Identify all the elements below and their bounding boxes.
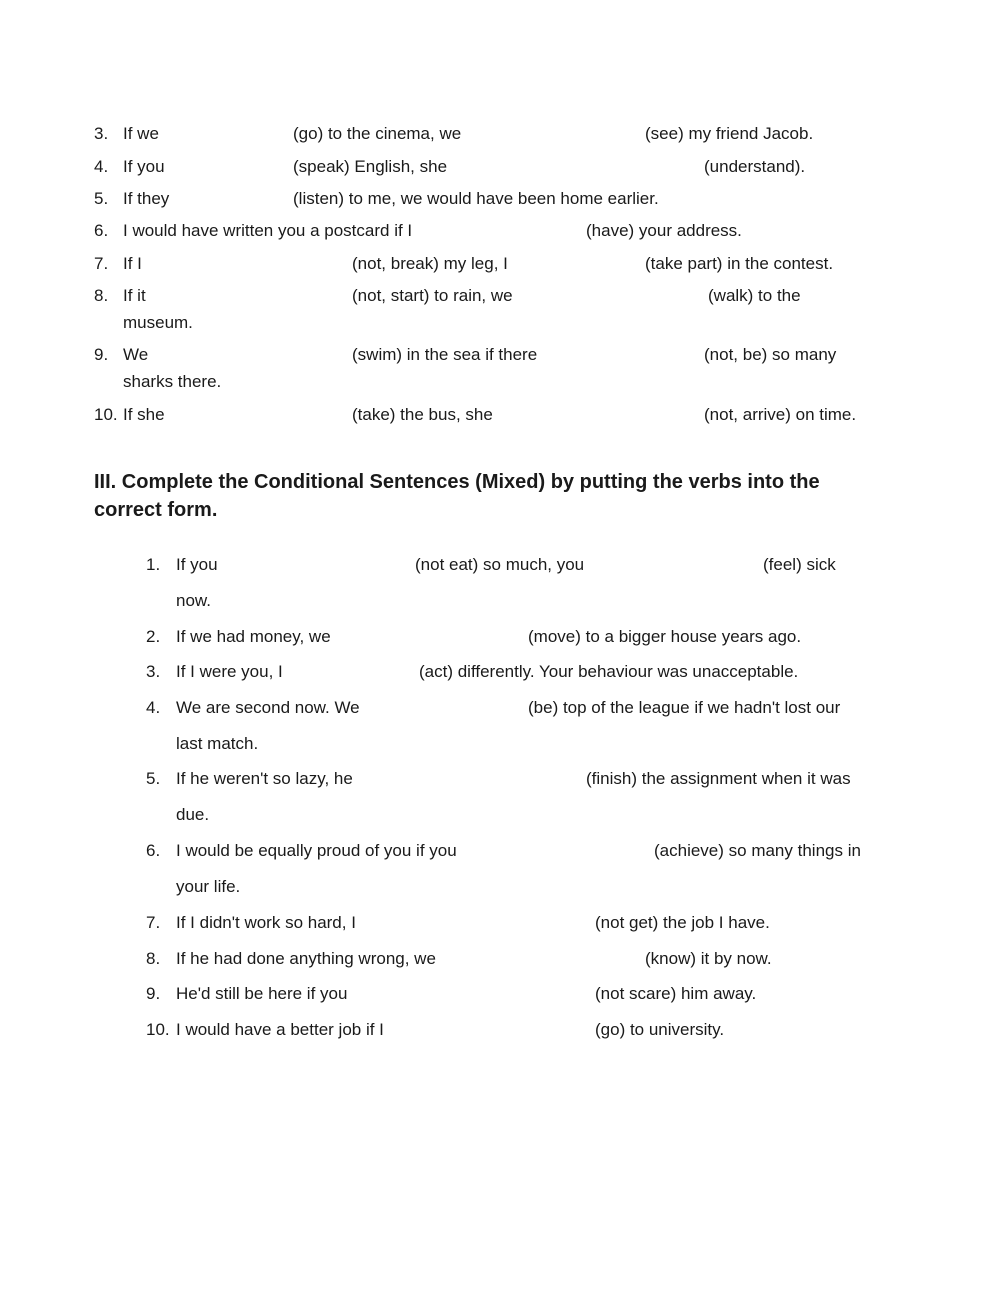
sentence-start: If he had done anything wrong, we bbox=[176, 949, 436, 968]
answer-blank[interactable] bbox=[505, 406, 695, 426]
verb-cue: (walk) to the bbox=[708, 286, 801, 305]
verb-cue: (move) to a bigger house years ago. bbox=[528, 627, 802, 646]
answer-blank[interactable] bbox=[170, 125, 285, 145]
verb-cue: (listen) to me, we would have been home earlier. bbox=[293, 189, 659, 208]
answer-blank[interactable] bbox=[150, 255, 345, 275]
item-number: 4. bbox=[146, 698, 161, 717]
item-number: 5. bbox=[146, 769, 161, 788]
verb-cue: (achieve) so many things in bbox=[654, 841, 861, 860]
verb-cue: (take) the bus, she bbox=[352, 405, 493, 424]
verb-cue: (have) your address. bbox=[586, 221, 742, 240]
item-number: 10. bbox=[94, 405, 118, 424]
sentence-start: If we had money, we bbox=[176, 627, 331, 646]
verb-cue: (feel) sick bbox=[763, 555, 836, 574]
verb-cue: (not get) the job I have. bbox=[595, 913, 770, 932]
item-number: 8. bbox=[146, 949, 161, 968]
item-number: 3. bbox=[146, 662, 161, 681]
sentence-start: I would be equally proud of you if you bbox=[176, 841, 457, 860]
sentence-start: We bbox=[123, 345, 149, 364]
answer-blank[interactable] bbox=[175, 406, 345, 426]
sentence-start: If she bbox=[123, 405, 165, 424]
verb-cue: (be) top of the league if we hadn't lost our bbox=[528, 698, 841, 717]
section-heading-line: III. Complete the Conditional Sentences (Mixed) by putting the verbs into the bbox=[94, 471, 820, 493]
verb-cue: (not, start) to rain, we bbox=[352, 286, 513, 305]
answer-blank[interactable] bbox=[228, 556, 408, 576]
verb-cue: (understand). bbox=[704, 157, 806, 176]
item-number: 7. bbox=[94, 254, 109, 273]
answer-blank[interactable] bbox=[460, 950, 638, 970]
verb-cue: (know) it by now. bbox=[645, 949, 772, 968]
item-number: 5. bbox=[94, 189, 109, 208]
sentence-continuation: due. bbox=[176, 805, 210, 824]
sentence-start: He'd still be here if you bbox=[176, 984, 348, 1003]
answer-blank[interactable] bbox=[440, 222, 580, 242]
verb-cue: (finish) the assignment when it was bbox=[586, 769, 851, 788]
answer-blank[interactable] bbox=[525, 255, 640, 275]
item-number: 7. bbox=[146, 913, 161, 932]
sentence-start: If he weren't so lazy, he bbox=[176, 769, 353, 788]
item-number: 6. bbox=[146, 841, 161, 860]
verb-cue: (see) my friend Jacob. bbox=[645, 124, 814, 143]
sentence-start: If I bbox=[123, 254, 142, 273]
answer-blank[interactable] bbox=[405, 1021, 587, 1041]
answer-blank[interactable] bbox=[378, 699, 520, 719]
item-number: 4. bbox=[94, 157, 109, 176]
sentence-start: If you bbox=[176, 555, 218, 574]
verb-cue: (act) differently. Your behaviour was unacceptable. bbox=[419, 662, 799, 681]
answer-blank[interactable] bbox=[180, 190, 285, 210]
sentence-start: If they bbox=[123, 189, 170, 208]
sentence-start: If you bbox=[123, 157, 165, 176]
verb-cue: (not scare) him away. bbox=[595, 984, 757, 1003]
verb-cue: (not, be) so many bbox=[704, 345, 837, 364]
answer-blank[interactable] bbox=[365, 985, 587, 1005]
answer-blank[interactable] bbox=[600, 556, 755, 576]
sentence-start: If it bbox=[123, 286, 146, 305]
sentence-start: We are second now. We bbox=[176, 698, 360, 717]
item-number: 10. bbox=[146, 1020, 170, 1039]
sentence-start: If I didn't work so hard, I bbox=[176, 913, 356, 932]
answer-blank[interactable] bbox=[175, 158, 285, 178]
answer-blank[interactable] bbox=[160, 346, 345, 366]
item-number: 8. bbox=[94, 286, 109, 305]
item-number: 3. bbox=[94, 124, 109, 143]
answer-blank[interactable] bbox=[298, 663, 413, 683]
verb-cue: (go) to the cinema, we bbox=[293, 124, 462, 143]
answer-blank[interactable] bbox=[485, 842, 645, 862]
sentence-start: If we bbox=[123, 124, 159, 143]
verb-cue: (go) to university. bbox=[595, 1020, 725, 1039]
answer-blank[interactable] bbox=[385, 914, 585, 934]
answer-blank[interactable] bbox=[155, 287, 345, 307]
sentence-start: If I were you, I bbox=[176, 662, 283, 681]
verb-cue: (swim) in the sea if there bbox=[352, 345, 538, 364]
sentence-continuation: now. bbox=[176, 591, 211, 610]
section-heading-line: correct form. bbox=[94, 499, 218, 521]
item-number: 9. bbox=[94, 345, 109, 364]
answer-blank[interactable] bbox=[555, 346, 695, 366]
answer-blank[interactable] bbox=[480, 125, 640, 145]
item-number: 2. bbox=[146, 627, 161, 646]
verb-cue: (not eat) so much, you bbox=[415, 555, 585, 574]
item-number: 9. bbox=[146, 984, 161, 1003]
verb-cue: (take part) in the contest. bbox=[645, 254, 834, 273]
item-number: 6. bbox=[94, 221, 109, 240]
verb-cue: (not, arrive) on time. bbox=[704, 405, 857, 424]
verb-cue: (speak) English, she bbox=[293, 157, 448, 176]
sentence-continuation: last match. bbox=[176, 734, 259, 753]
answer-blank[interactable] bbox=[350, 628, 520, 648]
sentence-start: I would have a better job if I bbox=[176, 1020, 384, 1039]
answer-blank[interactable] bbox=[372, 770, 577, 790]
sentence-continuation: museum. bbox=[123, 313, 193, 332]
sentence-continuation: sharks there. bbox=[123, 372, 222, 391]
sentence-continuation: your life. bbox=[176, 877, 241, 896]
answer-blank[interactable] bbox=[455, 158, 695, 178]
answer-blank[interactable] bbox=[535, 287, 700, 307]
verb-cue: (not, break) my leg, I bbox=[352, 254, 508, 273]
item-number: 1. bbox=[146, 555, 161, 574]
sentence-start: I would have written you a postcard if I bbox=[123, 221, 413, 240]
